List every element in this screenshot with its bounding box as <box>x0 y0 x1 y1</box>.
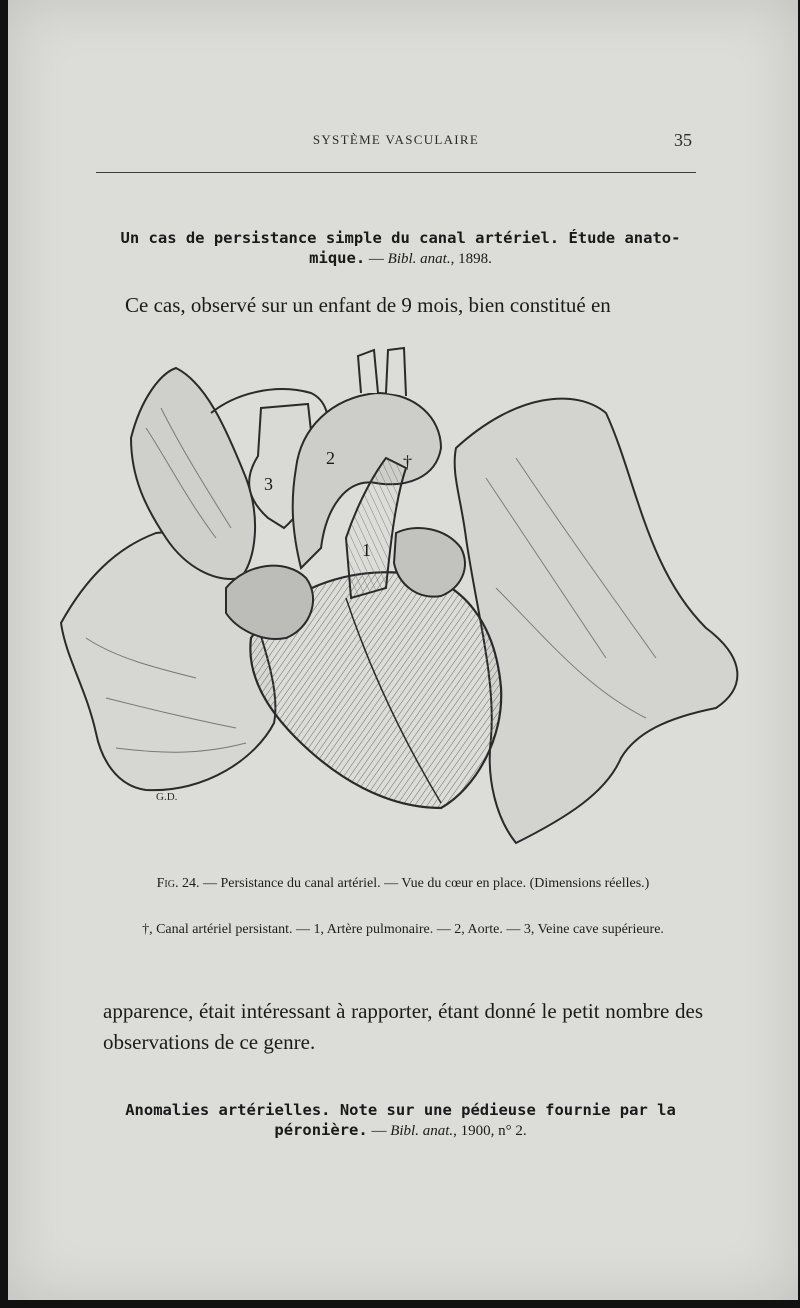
entry-title-text: Anomalies artérielles. Note sur une pédieuse fournie par la péronière. <box>125 1101 676 1139</box>
header-rule <box>96 172 696 173</box>
figure-caption <box>103 874 703 893</box>
body-paragraph-start: Ce cas, observé sur un enfant de 9 mois, bien constitué en <box>125 293 611 317</box>
entry-reference: — Bibl. anat., 1900, n° 2. <box>367 1123 527 1139</box>
heart-illustration <box>46 338 746 858</box>
body-paragraph-end: apparence, était intéressant à rapporter, étant donné le petit nombre des observations de ce genre. <box>103 999 703 1054</box>
label-dagger: † <box>403 452 412 472</box>
label-aorta: 2 <box>326 448 335 468</box>
label-pulmonary: 1 <box>362 540 371 560</box>
book-page <box>8 0 798 1300</box>
figure-caption-line1: — Persistance du canal artériel. — Vue du cœur en place. (Dimensions réelles.) <box>199 876 650 891</box>
entry-title-anomalies <box>98 1100 703 1141</box>
entry-reference: — Bibl. anat., 1898. <box>365 251 492 267</box>
label-vein: 3 <box>264 474 273 494</box>
figure-label: Fig. 24. <box>156 876 200 891</box>
running-title: SYSTÈME VASCULAIRE <box>312 132 480 147</box>
entry-title-persistance <box>98 228 703 269</box>
right-lung <box>455 399 738 843</box>
page-header <box>96 132 696 156</box>
artist-signature: G.D. <box>156 791 178 803</box>
page-number: 35 <box>674 130 692 150</box>
aortic-branches <box>358 348 406 396</box>
entry-title-text: Un cas de persistance simple du canal artériel. Étude anato-mique. <box>120 229 681 267</box>
figure-legend: †, Canal artériel persistant. — 1, Artère pulmonaire. — 2, Aorte. — 3, Veine cave supérieure. <box>142 922 664 937</box>
heart-engraving <box>46 338 746 858</box>
